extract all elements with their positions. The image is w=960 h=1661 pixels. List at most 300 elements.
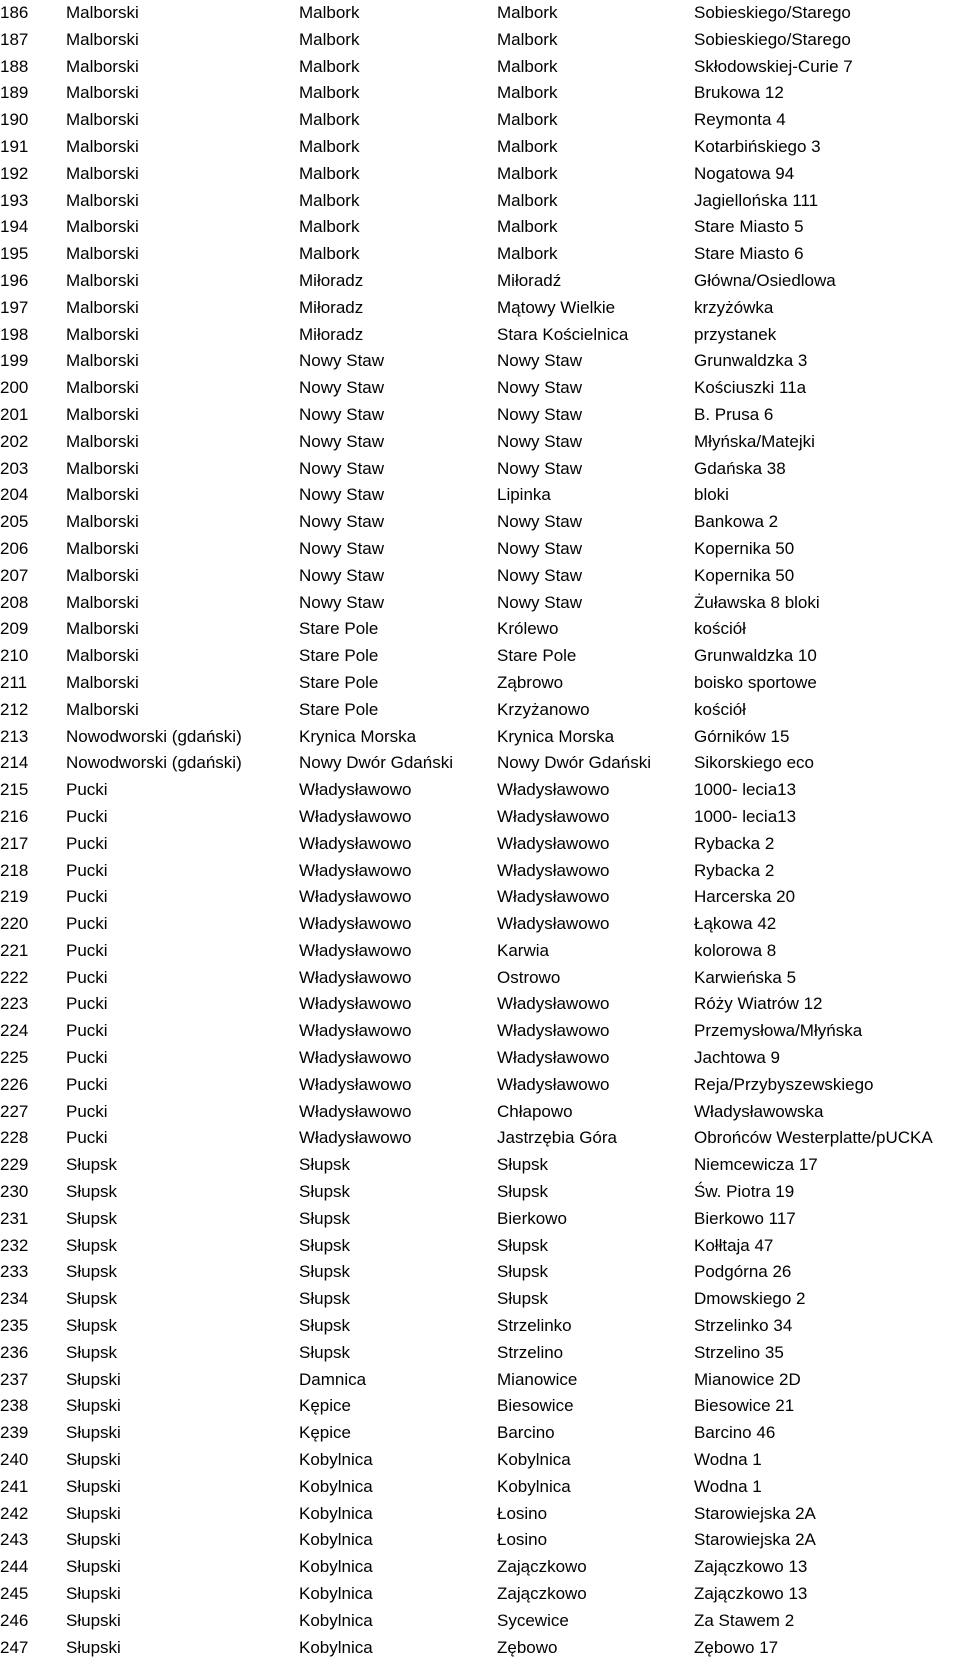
table-row [0, 1608, 960, 1635]
locality-cell: Nowy Staw [497, 404, 583, 424]
address-cell: boisko sportowe [694, 672, 817, 692]
locality-cell: Malbork [497, 190, 558, 210]
county-cell: Słupski [66, 1557, 121, 1577]
table-row [0, 1581, 960, 1608]
locality-cell: Nowy Staw [497, 431, 583, 451]
table-row [0, 1501, 960, 1528]
locality-cell: Kobylnica [497, 1450, 571, 1470]
address-cell: Biesowice 21 [694, 1396, 795, 1416]
address-cell: Strzelino 35 [694, 1342, 784, 1362]
locality-cell: Chłapowo [497, 1101, 573, 1121]
locality-cell: Łosino [497, 1530, 548, 1550]
locality-cell: Bierkowo [497, 1208, 567, 1228]
row-number-cell: 192 [0, 163, 29, 183]
table-row [0, 643, 960, 670]
county-cell: Malborski [66, 324, 139, 344]
row-number-cell: 236 [0, 1342, 29, 1362]
row-number-cell: 211 [0, 672, 28, 692]
county-cell: Malborski [66, 538, 139, 558]
municipality-cell: Władysławowo [299, 780, 412, 800]
municipality-cell: Miłoradz [299, 324, 364, 344]
municipality-cell: Słupsk [299, 1262, 351, 1282]
address-cell: Nogatowa 94 [694, 163, 795, 183]
address-cell: Władysławowska [694, 1101, 824, 1121]
municipality-cell: Stare Pole [299, 672, 379, 692]
locality-cell: Zajączkowo [497, 1557, 587, 1577]
locality-cell: Krynica Morska [497, 726, 615, 746]
address-cell: Grunwaldzka 10 [694, 646, 817, 666]
locality-cell: Strzelinko [497, 1316, 572, 1336]
row-number-cell: 242 [0, 1503, 29, 1523]
row-number-cell: 240 [0, 1450, 29, 1470]
address-cell: Zębowo 17 [694, 1637, 779, 1657]
locality-cell: Słupsk [497, 1289, 549, 1309]
address-cell: Barcino 46 [694, 1423, 776, 1443]
locality-cell: Władysławowo [497, 994, 610, 1014]
locality-cell: Władysławowo [497, 914, 610, 934]
address-cell: Dmowskiego 2 [694, 1289, 806, 1309]
county-cell: Słupski [66, 1450, 121, 1470]
locality-cell: Władysławowo [497, 780, 610, 800]
row-number-cell: 222 [0, 967, 29, 987]
row-number-cell: 195 [0, 244, 29, 264]
table-row [0, 188, 960, 215]
table-row [0, 616, 960, 643]
row-number-cell: 235 [0, 1316, 29, 1336]
locality-cell: Ząbrowo [497, 672, 564, 692]
address-cell: Zajączkowo 13 [694, 1584, 808, 1604]
municipality-cell: Kępice [299, 1423, 351, 1443]
county-cell: Malborski [66, 646, 139, 666]
table-row [0, 161, 960, 188]
table-row [0, 1179, 960, 1206]
row-number-cell: 221 [0, 940, 29, 960]
table-row [0, 1474, 960, 1501]
table-row [0, 1635, 960, 1661]
row-number-cell: 230 [0, 1182, 29, 1202]
municipality-cell: Malbork [299, 244, 360, 264]
address-cell: Grunwaldzka 3 [694, 351, 808, 371]
row-number-cell: 196 [0, 270, 29, 290]
row-number-cell: 205 [0, 512, 29, 532]
municipality-cell: Kobylnica [299, 1557, 373, 1577]
table-row [0, 590, 960, 617]
address-cell: Żuławska 8 bloki [694, 592, 820, 612]
county-cell: Słupski [66, 1503, 121, 1523]
municipality-cell: Władysławowo [299, 806, 412, 826]
municipality-cell: Nowy Dwór Gdański [299, 753, 453, 773]
table-row [0, 1018, 960, 1045]
locality-cell: Malbork [497, 244, 558, 264]
county-cell: Słupsk [66, 1155, 118, 1175]
locality-cell: Nowy Staw [497, 351, 583, 371]
municipality-cell: Kobylnica [299, 1503, 373, 1523]
locality-cell: Władysławowo [497, 887, 610, 907]
address-cell: Kopernika 50 [694, 565, 795, 585]
table-row [0, 804, 960, 831]
municipality-cell: Nowy Staw [299, 565, 385, 585]
county-cell: Malborski [66, 244, 139, 264]
locality-cell: Lipinka [497, 485, 551, 505]
county-cell: Pucki [66, 860, 108, 880]
address-cell: Starowiejska 2A [694, 1503, 816, 1523]
locality-cell: Nowy Staw [497, 458, 583, 478]
table-row [0, 509, 960, 536]
address-cell: Wodna 1 [694, 1450, 762, 1470]
locality-cell: Ostrowo [497, 967, 561, 987]
table-row [0, 80, 960, 107]
county-cell: Malborski [66, 56, 139, 76]
locality-cell: Miłoradź [497, 270, 562, 290]
county-cell: Słupski [66, 1369, 121, 1389]
address-cell: Strzelinko 34 [694, 1316, 793, 1336]
municipality-cell: Władysławowo [299, 967, 412, 987]
municipality-cell: Malbork [299, 29, 360, 49]
table-row [0, 429, 960, 456]
table-row [0, 1259, 960, 1286]
locality-cell: Biesowice [497, 1396, 574, 1416]
row-number-cell: 246 [0, 1610, 29, 1630]
municipality-cell: Słupsk [299, 1155, 351, 1175]
row-number-cell: 247 [0, 1637, 29, 1657]
municipality-cell: Malbork [299, 163, 360, 183]
municipality-cell: Władysławowo [299, 994, 412, 1014]
address-cell: Sobieskiego/Starego [694, 29, 851, 49]
municipality-cell: Władysławowo [299, 1048, 412, 1068]
locality-cell: Nowy Staw [497, 378, 583, 398]
address-cell: Starowiejska 2A [694, 1530, 816, 1550]
locality-cell: Łosino [497, 1503, 548, 1523]
address-cell: Jagiellońska 111 [694, 190, 819, 210]
municipality-cell: Nowy Staw [299, 592, 385, 612]
address-cell: Gdańska 38 [694, 458, 786, 478]
county-cell: Nowodworski (gdański) [66, 726, 242, 746]
locality-cell: Strzelino [497, 1342, 564, 1362]
row-number-cell: 187 [0, 29, 29, 49]
municipality-cell: Kobylnica [299, 1450, 373, 1470]
county-cell: Malborski [66, 190, 139, 210]
row-number-cell: 198 [0, 324, 29, 344]
municipality-cell: Malbork [299, 83, 360, 103]
county-cell: Pucki [66, 1128, 108, 1148]
table-row [0, 1233, 960, 1260]
row-number-cell: 207 [0, 565, 29, 585]
municipality-cell: Słupsk [299, 1182, 351, 1202]
municipality-cell: Kobylnica [299, 1530, 373, 1550]
table-row [0, 27, 960, 54]
municipality-cell: Stare Pole [299, 619, 379, 639]
county-cell: Słupsk [66, 1208, 118, 1228]
row-number-cell: 193 [0, 190, 29, 210]
address-cell: Kopernika 50 [694, 538, 795, 558]
county-cell: Malborski [66, 270, 139, 290]
locality-cell: Malbork [497, 56, 558, 76]
address-cell: Za Stawem 2 [694, 1610, 795, 1630]
row-number-cell: 237 [0, 1369, 29, 1389]
row-number-cell: 229 [0, 1155, 29, 1175]
row-number-cell: 189 [0, 83, 29, 103]
row-number-cell: 232 [0, 1235, 29, 1255]
municipality-cell: Nowy Staw [299, 458, 385, 478]
locality-cell: Malbork [497, 110, 558, 130]
county-cell: Słupsk [66, 1342, 118, 1362]
county-cell: Słupsk [66, 1235, 118, 1255]
row-number-cell: 217 [0, 833, 29, 853]
row-number-cell: 227 [0, 1101, 29, 1121]
row-number-cell: 214 [0, 753, 29, 773]
municipality-cell: Stare Pole [299, 699, 379, 719]
municipality-cell: Słupsk [299, 1208, 351, 1228]
row-number-cell: 245 [0, 1584, 29, 1604]
locality-cell: Nowy Staw [497, 538, 583, 558]
county-cell: Malborski [66, 619, 139, 639]
address-cell: Karwieńska 5 [694, 967, 797, 987]
county-cell: Malborski [66, 699, 139, 719]
table-row [0, 965, 960, 992]
address-cell: Sikorskiego eco [694, 753, 815, 773]
row-number-cell: 215 [0, 780, 29, 800]
municipality-cell: Miłoradz [299, 297, 364, 317]
row-number-cell: 244 [0, 1557, 29, 1577]
locality-cell: Słupsk [497, 1235, 549, 1255]
locality-cell: Królewo [497, 619, 559, 639]
locality-cell: Malbork [497, 3, 558, 22]
table-row [0, 482, 960, 509]
locality-cell: Malbork [497, 163, 558, 183]
municipality-cell: Władysławowo [299, 1128, 412, 1148]
row-number-cell: 208 [0, 592, 29, 612]
row-number-cell: 241 [0, 1476, 29, 1496]
row-number-cell: 231 [0, 1208, 29, 1228]
locality-cell: Słupsk [497, 1155, 549, 1175]
county-cell: Nowodworski (gdański) [66, 753, 242, 773]
table-row [0, 456, 960, 483]
address-cell: Młyńska/Matejki [694, 431, 815, 451]
municipality-cell: Nowy Staw [299, 378, 385, 398]
row-number-cell: 224 [0, 1021, 29, 1041]
address-cell: Róży Wiatrów 12 [694, 994, 823, 1014]
address-cell: przystanek [694, 324, 777, 344]
locality-cell: Władysławowo [497, 860, 610, 880]
table-row [0, 402, 960, 429]
table-row [0, 1286, 960, 1313]
municipality-cell: Słupsk [299, 1316, 351, 1336]
municipality-cell: Malbork [299, 217, 360, 237]
row-number-cell: 213 [0, 726, 29, 746]
row-number-cell: 234 [0, 1289, 29, 1309]
municipality-cell: Kobylnica [299, 1584, 373, 1604]
address-cell: Kotarbińskiego 3 [694, 136, 821, 156]
row-number-cell: 202 [0, 431, 29, 451]
locality-cell: Władysławowo [497, 1021, 610, 1041]
municipality-cell: Słupsk [299, 1235, 351, 1255]
address-cell: Rybacka 2 [694, 860, 775, 880]
row-number-cell: 197 [0, 297, 29, 317]
county-cell: Pucki [66, 833, 108, 853]
county-cell: Słupski [66, 1584, 121, 1604]
county-cell: Malborski [66, 217, 139, 237]
address-cell: krzyżówka [694, 297, 774, 317]
row-number-cell: 209 [0, 619, 29, 639]
municipality-cell: Krynica Morska [299, 726, 417, 746]
table-row [0, 777, 960, 804]
municipality-cell: Nowy Staw [299, 512, 385, 532]
table-row [0, 375, 960, 402]
address-cell: Górników 15 [694, 726, 790, 746]
municipality-cell: Władysławowo [299, 940, 412, 960]
row-number-cell: 225 [0, 1048, 29, 1068]
table-row [0, 750, 960, 777]
row-number-cell: 206 [0, 538, 29, 558]
table-row [0, 295, 960, 322]
county-cell: Malborski [66, 485, 139, 505]
address-cell: Stare Miasto 6 [694, 244, 804, 264]
address-cell: kościół [694, 619, 746, 639]
table-row [0, 1206, 960, 1233]
county-cell: Malborski [66, 512, 139, 532]
municipality-cell: Władysławowo [299, 860, 412, 880]
table-row [0, 1393, 960, 1420]
locality-cell: Zębowo [497, 1637, 558, 1657]
municipality-cell: Słupsk [299, 1289, 351, 1309]
table-row [0, 938, 960, 965]
locality-cell: Nowy Staw [497, 512, 583, 532]
locality-cell: Nowy Staw [497, 592, 583, 612]
municipality-cell: Malbork [299, 3, 360, 22]
address-cell: Bankowa 2 [694, 512, 779, 532]
table-row [0, 831, 960, 858]
table-row [0, 214, 960, 241]
municipality-cell: Władysławowo [299, 1101, 412, 1121]
locality-cell: Zajączkowo [497, 1584, 587, 1604]
table-row [0, 1072, 960, 1099]
row-number-cell: 226 [0, 1074, 29, 1094]
county-cell: Słupski [66, 1610, 121, 1630]
county-cell: Pucki [66, 940, 108, 960]
address-cell: Reja/Przybyszewskiego [694, 1074, 874, 1094]
county-cell: Malborski [66, 297, 139, 317]
row-number-cell: 219 [0, 887, 29, 907]
locality-cell: Mątowy Wielkie [497, 297, 616, 317]
address-cell: Główna/Osiedlowa [694, 270, 836, 290]
municipality-cell: Miłoradz [299, 270, 364, 290]
county-cell: Słupsk [66, 1182, 118, 1202]
row-number-cell: 216 [0, 806, 29, 826]
row-number-cell: 204 [0, 485, 29, 505]
county-cell: Pucki [66, 1074, 108, 1094]
table-row [0, 1152, 960, 1179]
address-cell: Sobieskiego/Starego [694, 3, 851, 22]
row-number-cell: 194 [0, 217, 29, 237]
row-number-cell: 200 [0, 378, 29, 398]
municipality-cell: Władysławowo [299, 887, 412, 907]
municipality-cell: Malbork [299, 56, 360, 76]
municipality-cell: Władysławowo [299, 914, 412, 934]
county-cell: Pucki [66, 780, 108, 800]
locality-cell: Nowy Dwór Gdański [497, 753, 651, 773]
row-number-cell: 201 [0, 404, 29, 424]
municipality-cell: Malbork [299, 136, 360, 156]
county-cell: Pucki [66, 994, 108, 1014]
address-cell: Św. Piotra 19 [694, 1182, 795, 1202]
municipality-cell: Władysławowo [299, 833, 412, 853]
table-row [0, 348, 960, 375]
table-row [0, 670, 960, 697]
address-cell: 1000- lecia13 [694, 780, 797, 800]
county-cell: Słupski [66, 1423, 121, 1443]
address-cell: Łąkowa 42 [694, 914, 777, 934]
municipality-cell: Kobylnica [299, 1476, 373, 1496]
county-cell: Malborski [66, 29, 139, 49]
row-number-cell: 239 [0, 1423, 29, 1443]
address-cell: Wodna 1 [694, 1476, 762, 1496]
municipality-cell: Kobylnica [299, 1637, 373, 1657]
table-row [0, 991, 960, 1018]
row-number-cell: 199 [0, 351, 29, 371]
table-row [0, 536, 960, 563]
row-number-cell: 218 [0, 860, 29, 880]
table-row [0, 268, 960, 295]
locality-cell: Malbork [497, 136, 558, 156]
address-cell: bloki [694, 485, 729, 505]
municipality-cell: Kobylnica [299, 1610, 373, 1630]
municipality-cell: Władysławowo [299, 1021, 412, 1041]
locality-cell: Stare Pole [497, 646, 577, 666]
locality-cell: Jastrzębia Góra [497, 1128, 617, 1148]
county-cell: Słupsk [66, 1262, 118, 1282]
table-row [0, 322, 960, 349]
county-cell: Malborski [66, 3, 139, 22]
county-cell: Pucki [66, 887, 108, 907]
table-row [0, 107, 960, 134]
municipality-cell: Stare Pole [299, 646, 379, 666]
locality-cell: Sycewice [497, 1610, 569, 1630]
county-cell: Malborski [66, 592, 139, 612]
municipality-cell: Kępice [299, 1396, 351, 1416]
row-number-cell: 186 [0, 3, 29, 22]
row-number-cell: 212 [0, 699, 29, 719]
county-cell: Malborski [66, 83, 139, 103]
locality-cell: Słupsk [497, 1182, 549, 1202]
table-row [0, 884, 960, 911]
municipality-cell: Nowy Staw [299, 538, 385, 558]
municipality-cell: Nowy Staw [299, 485, 385, 505]
address-cell: Zajączkowo 13 [694, 1557, 808, 1577]
address-cell: B. Prusa 6 [694, 404, 774, 424]
table-row [0, 1045, 960, 1072]
locality-cell: Malbork [497, 217, 558, 237]
address-cell: Bierkowo 117 [694, 1208, 796, 1228]
table-row [0, 563, 960, 590]
row-number-cell: 220 [0, 914, 29, 934]
address-cell: Jachtowa 9 [694, 1048, 780, 1068]
municipality-cell: Damnica [299, 1369, 367, 1389]
address-cell: Reymonta 4 [694, 110, 786, 130]
address-cell: Brukowa 12 [694, 83, 784, 103]
table-row [0, 1367, 960, 1394]
address-cell: kościół [694, 699, 746, 719]
address-cell: Harcerska 20 [694, 887, 796, 907]
county-cell: Pucki [66, 1048, 108, 1068]
locality-cell: Nowy Staw [497, 565, 583, 585]
locality-cell: Słupsk [497, 1262, 549, 1282]
table-row [0, 134, 960, 161]
row-number-cell: 188 [0, 56, 29, 76]
row-number-cell: 238 [0, 1396, 29, 1416]
address-cell: Podgórna 26 [694, 1262, 792, 1282]
row-number-cell: 190 [0, 110, 29, 130]
county-cell: Malborski [66, 378, 139, 398]
